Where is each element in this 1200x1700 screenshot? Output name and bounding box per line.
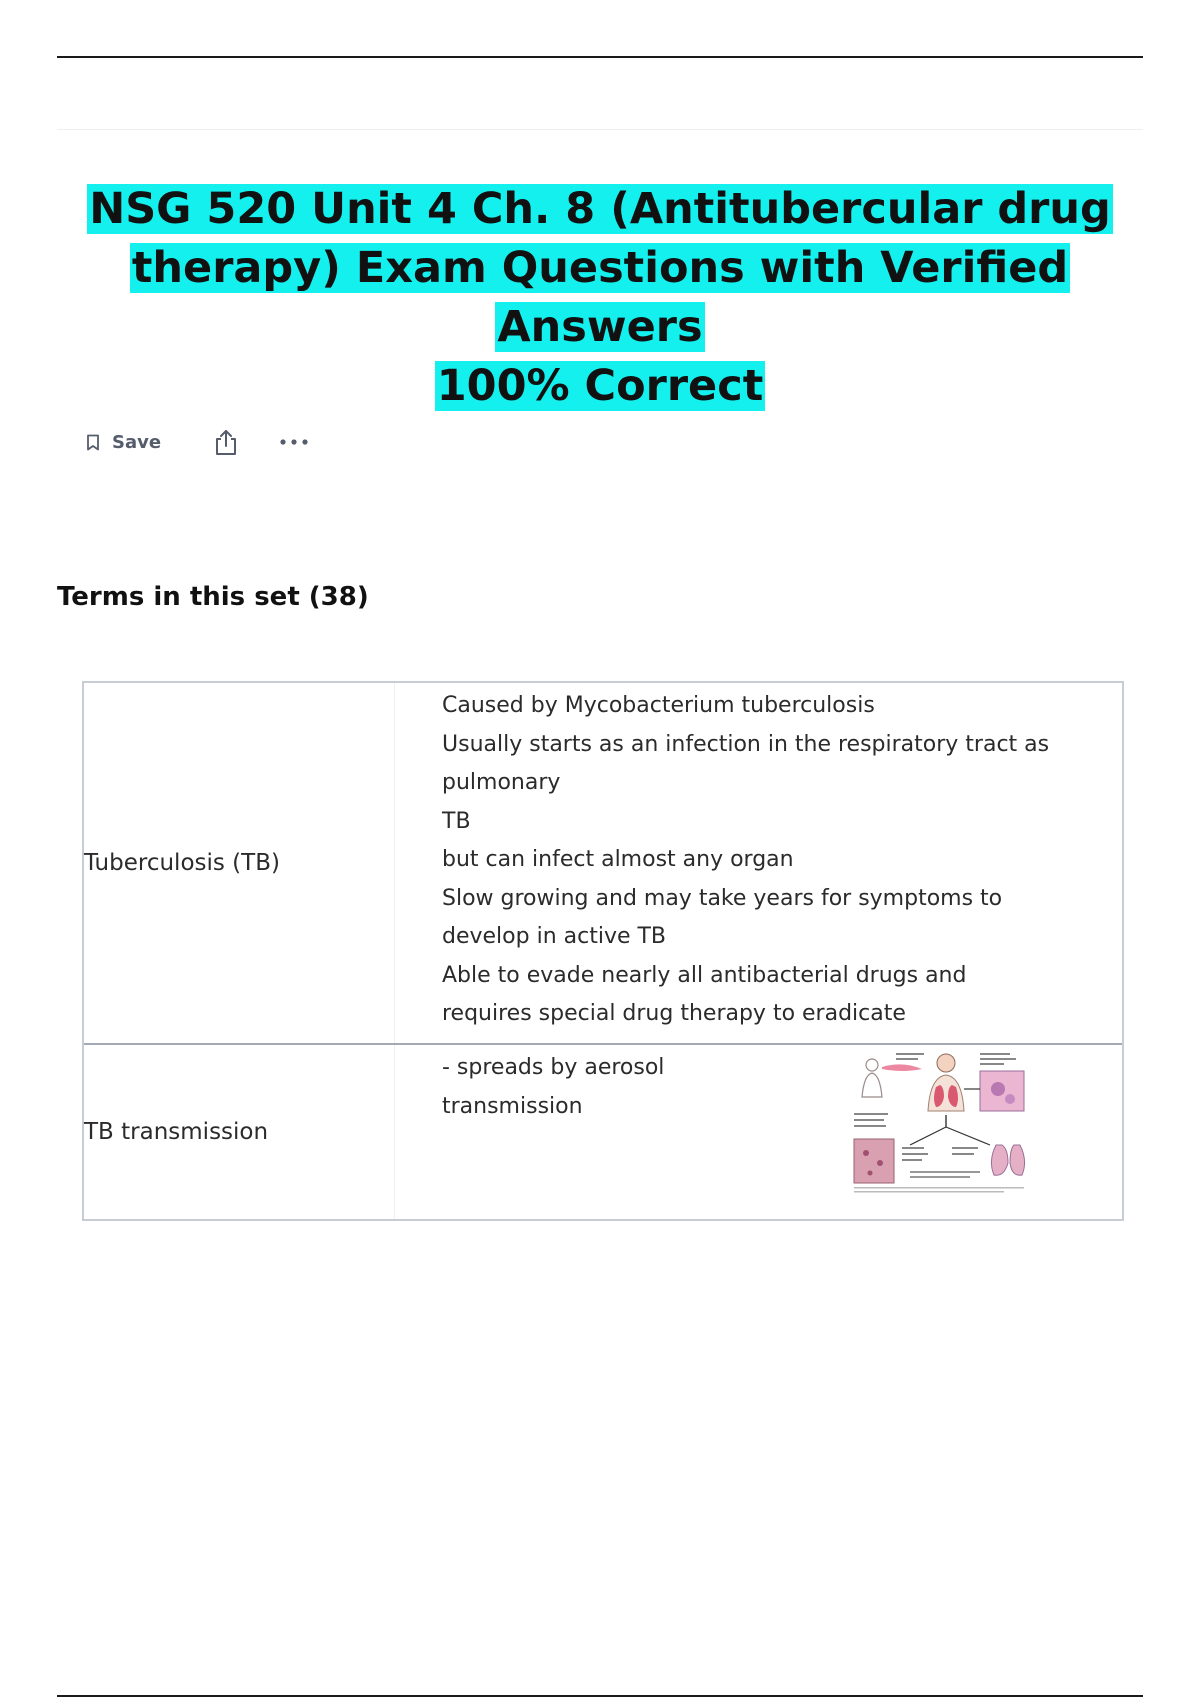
page-title [60, 180, 1140, 416]
more-icon [279, 438, 309, 446]
save-label: Save [112, 431, 162, 453]
set-toolbar [86, 424, 309, 460]
definition-line: Caused by Mycobacterium tuberculosis [442, 693, 875, 718]
bottom-rule [57, 1695, 1143, 1697]
header-divider [57, 129, 1143, 130]
definition-line: develop in active TB [442, 924, 667, 949]
definition-line: but can infect almost any organ [442, 847, 794, 872]
terms-table [82, 681, 1124, 1221]
definition-line: TB [442, 808, 471, 834]
term-definition [395, 683, 1122, 1043]
definition-line: pulmonary [442, 770, 561, 795]
more-options-button[interactable] [279, 438, 309, 446]
term-definition [395, 1045, 1122, 1219]
title-line-3: 100% Correct [436, 361, 764, 411]
term-card [84, 683, 1122, 1043]
save-button[interactable] [86, 432, 161, 453]
bookmark-icon [86, 434, 100, 451]
definition-line: Slow growing and may take years for symptoms to [442, 885, 1003, 911]
definition-line: Able to evade nearly all antibacterial drugs and [442, 962, 967, 988]
tb-transmission-diagram[interactable] [850, 1049, 1036, 1195]
title-line-1: NSG 520 Unit 4 Ch. 8 (Antitubercular drug [89, 184, 1111, 234]
term-word: TB transmission [84, 1045, 395, 1219]
share-icon [213, 428, 239, 456]
term-word: Tuberculosis (TB) [84, 683, 395, 1043]
definition-line: requires special drug therapy to eradicate [442, 1001, 906, 1026]
share-button[interactable] [213, 428, 239, 456]
terms-heading: Terms in this set (38) [57, 582, 369, 612]
definition-line: - spreads by aerosol [442, 1055, 665, 1080]
title-line-2: therapy) Exam Questions with Verified Answers [131, 243, 1069, 352]
term-card [84, 1043, 1122, 1219]
top-rule [57, 56, 1143, 58]
definition-line: transmission [442, 1093, 583, 1119]
definition-line: Usually starts as an infection in the respiratory tract as [442, 731, 1050, 757]
